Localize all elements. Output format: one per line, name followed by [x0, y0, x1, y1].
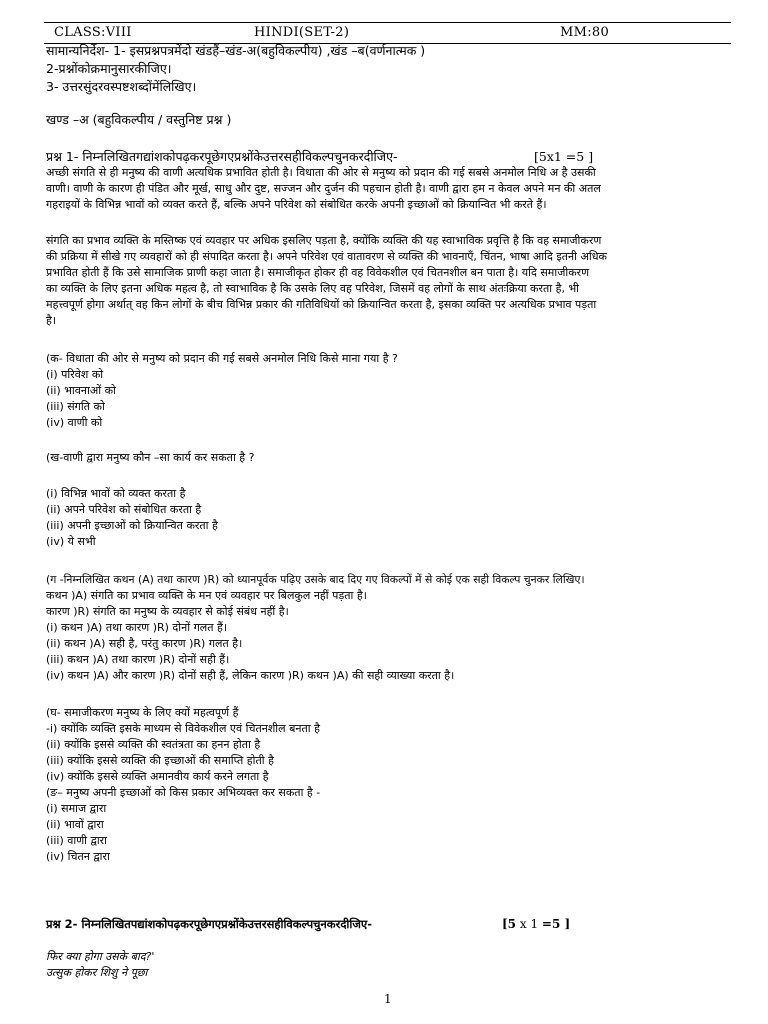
max-marks-label: MM:80: [560, 25, 610, 40]
instruction-line: 2-प्रश्नोंकोक्रमानुसारकीजिए।: [46, 61, 172, 76]
instruction-line: 3- उत्तरसुंदरवस्पष्टशब्दोंमेंलिखिए।: [46, 79, 197, 94]
q2-heading: प्रश्न 2- निम्नलिखितपद्यांशकोपढ़करपूछेगएप्रश्नोंकेउत्तरसहीविकल्पचुनकरदीजिए-: [46, 917, 373, 931]
option: (i) समाज द्वारा: [46, 802, 107, 815]
question-text: (ग -निम्नलिखित कथन (A) तथा कारण )R) को ध्यानपूर्वक पढ़िए उसके बाद दिए गए विकल्पों में से कोई एक सही विकल्प चुनकर लिखिए।: [46, 573, 585, 586]
question-text: (ख-वाणी द्वारा मनुष्य कौन –सा कार्य कर सकता है ?: [46, 451, 255, 464]
page-number: 1: [384, 992, 392, 1006]
option: (iii) अपनी इच्छाओं को क्रियान्वित करता है: [46, 519, 218, 532]
reason: कारण )R) संगति का मनुष्य के व्यवहार से कोई संबंध नहीं है।: [46, 605, 289, 618]
poem-line: फिर क्या होगा उसके बाद?': [46, 950, 155, 963]
subject-label: HINDI(SET-2): [254, 25, 350, 40]
passage-line: की प्रक्रिया में सीखे गए व्यवहारों को ही संपादित करता है। अपने परिवेश एवं वातावरण से व्यक्ति की भावनाएँ, चिंतन, भाषा आदि इतनी अधिक: [46, 250, 607, 263]
option: (iv) कथन )A) और कारण )R) दोनों सही हैं, लेकिन कारण )R) कथन )A) की सही व्याख्या करता है।: [46, 669, 455, 682]
passage-line: संगति का प्रभाव व्यक्ति के मस्तिष्क एवं व्यवहार पर अधिक इसलिए पड़ता है, क्योंकि व्यक्ति की यह स्वाभाविक प्रवृत्ति है कि वह समाजीकरण: [46, 234, 602, 247]
instruction-line: सामान्यनिर्देश- 1- इसप्रश्नपत्रमेंदो खंडहैं–खंड-अ(बहुविकल्पीय) ,खंड –ब(वर्णनात्मक ): [46, 43, 426, 58]
option: (iii) संगति को: [46, 400, 105, 413]
option: (iii) वाणी द्वारा: [46, 834, 108, 847]
passage-line: गहराइयों के विभिन्न भावों को व्यक्त करते हैं, बल्कि अपने परिवेश को संबोधित करके अपनी इच्छाओं को क्रियान्वित भी करते हैं।: [46, 198, 547, 211]
passage-line: अच्छी संगति से ही मनुष्य की वाणी अत्यधिक प्रभावित होती है। विधाता की ओर से मनुष्य को प्रदान की गई सबसे अनमोल निधि अ है उसकी: [46, 166, 596, 179]
option: (iii) कथन )A) तथा कारण )R) दोनों सही हैं।: [46, 653, 230, 666]
passage-line: है।: [46, 314, 57, 327]
q2-marks-open: [5: [502, 917, 517, 931]
q2-marks: [502, 917, 570, 931]
header-bar: [44, 22, 731, 44]
passage-line: का व्यक्ति के लिए इतना अधिक महत्व है, तो स्वाभाविक है कि उसके लिए वह परिवेश, जिसमें वह लोगों के साथ अंतःक्रिया करता है, भी: [46, 282, 580, 295]
passage-line: प्रभावित होती हैं कि उसे सामाजिक प्राणी कहा जाता है। समाजीकृत होकर ही वह विवेकशील एवं चितनशील बन पाता है। यदि समाजीकरण: [46, 266, 590, 279]
question-text: (क- विधाता की ओर से मनुष्य को प्रदान की गई सबसे अनमोल निधि किसे माना गया है ?: [46, 352, 398, 365]
option: -i) क्योंकि व्यक्ति इसके माध्यम से विवेकशील एवं चितनशील बनता है: [46, 722, 320, 735]
option: (ii) कथन )A) सही है, परंतु कारण )R) गलत है।: [46, 637, 243, 650]
q1-marks: [5x1 =5 ]: [534, 149, 594, 164]
option: (ii) भावनाओं को: [46, 384, 116, 397]
q2-marks-close: =5 ]: [541, 917, 571, 931]
option: (i) कथन )A) तथा कारण )R) दोनों गलत हैं।: [46, 621, 227, 634]
class-label: CLASS:VIII: [54, 25, 132, 40]
question-text: (घ- समाजीकरण मनुष्य के लिए क्यों महत्वपूर्ण हैं: [46, 706, 239, 719]
poem-line: उत्सुक होकर शिशु ने पूछा: [46, 966, 148, 979]
option: (ii) अपने परिवेश को संबोधित करता है: [46, 503, 202, 516]
option: (iii) क्योंकि इससे व्यक्ति की इच्छाओं की समाप्ति होती है: [46, 754, 274, 767]
section-a-title: खण्ड –अ (बहुविकल्पीय / वस्तुनिष्ट प्रश्न ): [46, 112, 232, 127]
option: (i) परिवेश को: [46, 368, 104, 381]
assertion: कथन )A) संगति का प्रभाव व्यक्ति के मन एवं व्यवहार पर बिलकुल नहीं पड़ता है।: [46, 589, 367, 602]
option: (iv) ये सभी: [46, 535, 96, 548]
option: (ii) क्योंकि इससे व्यक्ति की स्वतंत्रता का हनन होता है: [46, 738, 261, 751]
question-text: (ङ– मनुष्य अपनी इच्छाओं को किस प्रकार अभिव्यक्त कर सकता है -: [46, 786, 321, 799]
option: (i) विभिन्न भावों को व्यक्त करता है: [46, 487, 186, 500]
passage-line: महत्त्वपूर्ण होगा अर्थात् वह किन लोगों के बीच विभिन्न प्रकार की गतिविधियों को क्रियान्वित करता है, इसका व्यक्ति पर अत्यधिक प्रभाव पड़ता: [46, 298, 597, 311]
q2-marks-x: x 1: [519, 917, 539, 931]
option: (iv) चितन द्वारा: [46, 850, 110, 863]
option: (iv) वाणी को: [46, 416, 103, 429]
q1-heading: प्रश्न 1- निम्नलिखितगद्यांशकोपढ़करपूछेगएप्रश्नोंकेउत्तरसहीविकल्पचुनकरदीजिए-: [46, 149, 398, 164]
passage-line: वाणी। वाणी के कारण ही पंडित और मूर्ख, साधु और दुष्ट, सज्जन और दुर्जन की पहचान होती है। वाणी द्वारा हम न केवल अपने मन की अतल: [46, 182, 601, 195]
option: (iv) क्योंकि इससे व्यक्ति अमानवीय कार्य करने लगता है: [46, 770, 269, 783]
option: (ii) भावों द्वारा: [46, 818, 104, 831]
